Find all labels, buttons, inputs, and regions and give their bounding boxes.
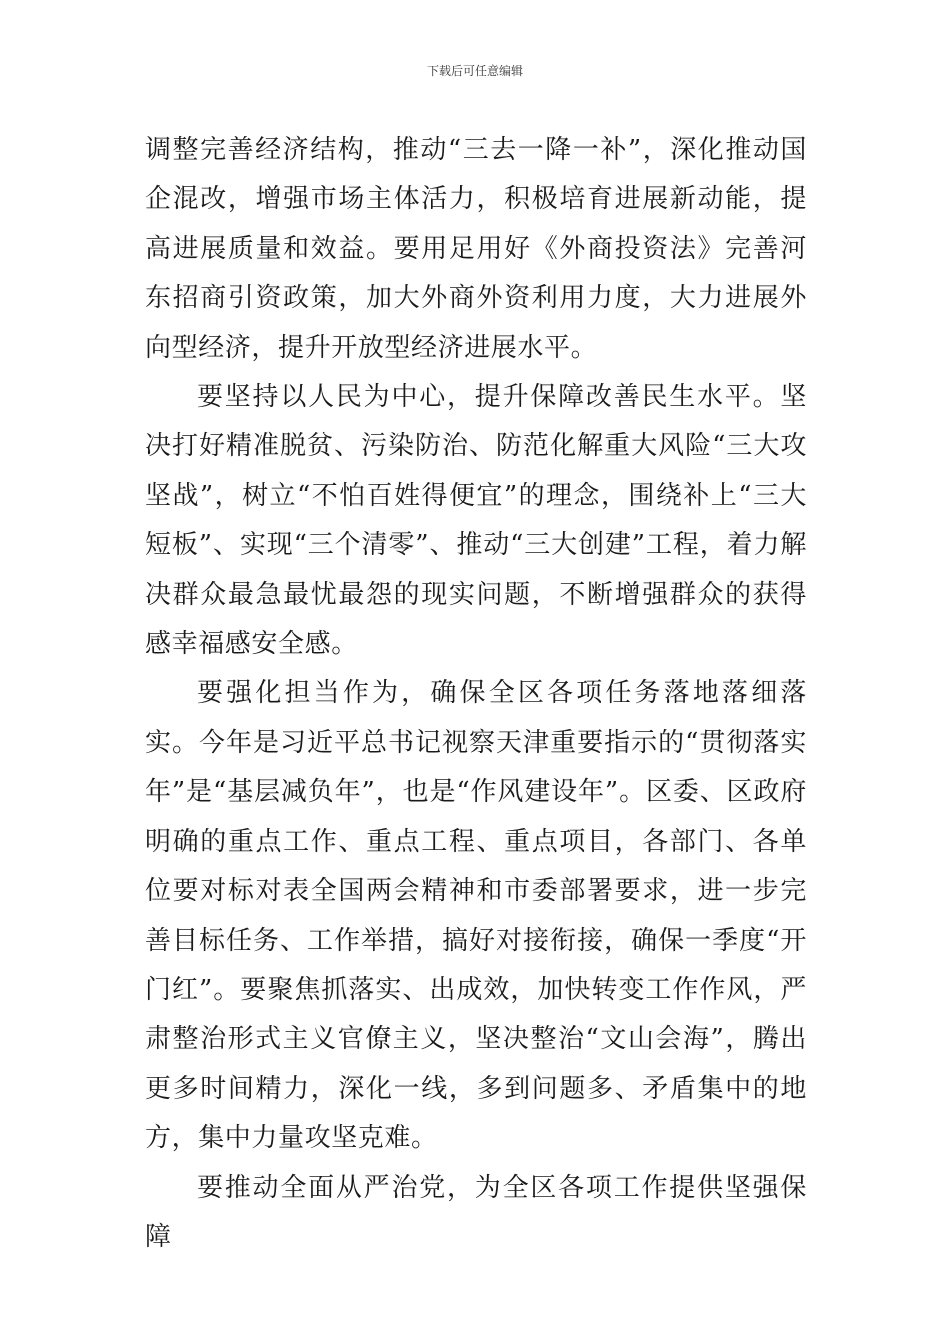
body-text bbox=[145, 126, 807, 1262]
paragraph-party-governance: 要推动全面从严治党，为全区各项工作提供坚强保障 bbox=[145, 1172, 807, 1252]
paragraph-people-livelihood: 要坚持以人民为中心，提升保障改善民生水平。坚决打好精准脱贫、污染防治、防范化解重大风险“三大攻坚战”，树立“不怕百姓得便宜”的理念，围绕补上“三大短板”、实现“三个清零”、推动“三大创建”工程，着力解决群众最急最忧最怨的现实问题，不断增强群众的获得感幸福感安全感。 bbox=[145, 382, 807, 660]
paragraph-responsibility: 要强化担当作为，确保全区各项任务落地落细落实。今年是习近平总书记视察天津重要指示的“贯彻落实年”是“基层减负年”，也是“作风建设年”。区委、区政府明确的重点工作、重点工程、重点项目，各部门、各单位要对标对表全国两会精神和市委部署要求，进一步完善目标任务、工作举措，搞好对接衔接，确保一季度“开门红”。要聚焦抓落实、出成效，加快转变工作作风，严肃整治形式主义官僚主义，坚决整治“文山会海”，腾出更多时间精力，深化一线，多到问题多、矛盾集中的地方，集中力量攻坚克难。 bbox=[145, 678, 807, 1154]
page-header: 下载后可任意编辑 bbox=[426, 64, 523, 78]
paragraph-continued: 调整完善经济结构，推动“三去一降一补”，深化推动国企混改，增强市场主体活力，积极培育进展新动能，提高进展质量和效益。要用足用好《外商投资法》完善河东招商引资政策，加大外商外资利用力度，大力进展外向型经济，提升开放型经济进展水平。 bbox=[145, 135, 807, 363]
